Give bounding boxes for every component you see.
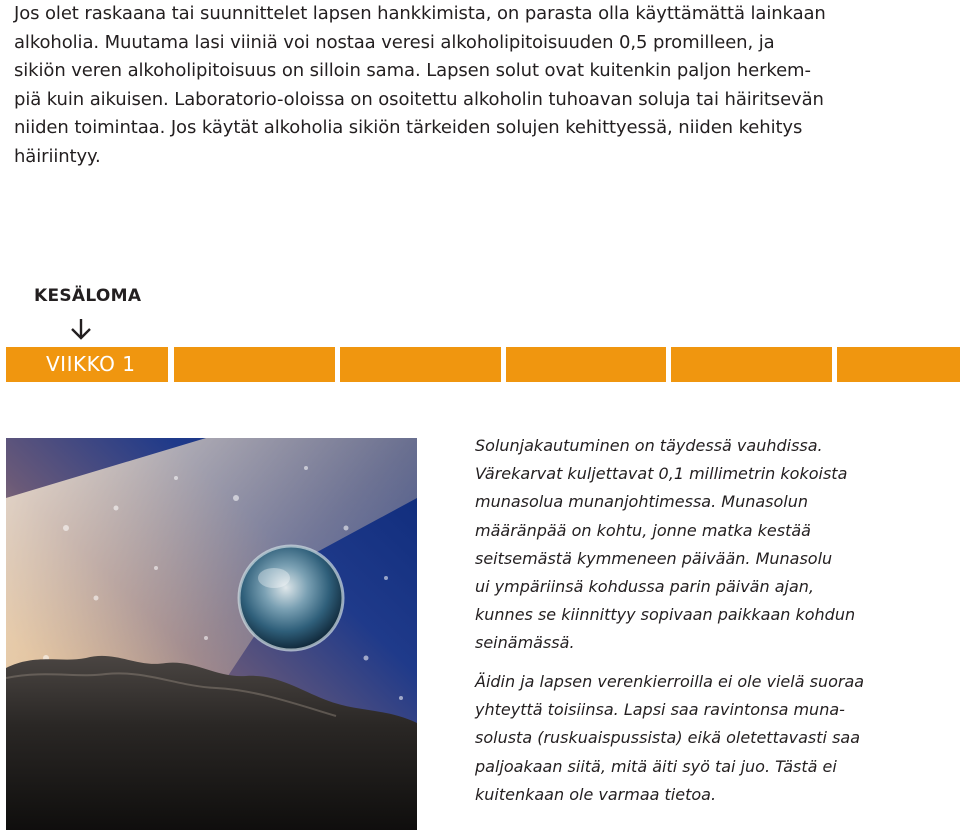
week-label: VIIKKO 1 (46, 352, 136, 376)
text-line: Äidin ja lapsen verenkierroilla ei ole vielä suoraa (475, 672, 865, 691)
arrow-down-icon (68, 316, 94, 342)
text-line: Värekarvat kuljettavat 0,1 millimetrin kokoista (475, 464, 848, 484)
intro-line: häiriintyy. (14, 145, 101, 167)
text-line: ui ympäriinsä kohdussa parin päivän ajan, (475, 577, 814, 597)
intro-line: niiden toimintaa. Jos käytät alkoholia sikiön tärkeiden solujen kehittyessä, niiden kehitys (14, 117, 803, 138)
description-paragraph-1 (475, 432, 955, 658)
week-timeline (6, 347, 960, 382)
intro-line: sikiön veren alkoholipitoisuus on silloin sama. Lapsen solut ovat kuitenkin paljon herkem- (14, 60, 811, 81)
timeline-segment (671, 347, 832, 382)
text-line: munasolua munanjohtimessa. Munasolun (475, 492, 808, 512)
text-line: paljoakaan siitä, mitä äiti syö tai juo. Tästä ei (475, 756, 837, 776)
text-line: yhteyttä toisiinsa. Lapsi saa ravintonsa muna- (475, 700, 845, 720)
timeline-segment (506, 347, 666, 382)
timeline-segment (340, 347, 501, 382)
text-line: kuitenkaan ole varmaa tietoa. (475, 784, 717, 804)
text-line: Solunjakautuminen on täydessä vauhdissa. (475, 436, 823, 455)
intro-line: Jos olet raskaana tai suunnittelet lapsen hankkimista, on parasta olla käyttämättä lainkaan (14, 3, 826, 24)
text-line: seinämässä. (475, 633, 575, 653)
text-line: kunnes se kiinnittyy sopivaan paikkaan kohdun (475, 605, 856, 625)
section-heading: KESÄLOMA (34, 286, 142, 306)
timeline-segment (174, 347, 335, 382)
intro-line: piä kuin aikuisen. Laboratorio-oloissa on osoitettu alkoholin tuhoavan soluja tai häiritsevän (14, 88, 824, 110)
timeline-segment (837, 347, 960, 382)
intro-line: alkoholia. Muutama lasi viiniä voi nostaa veresi alkoholipitoisuuden 0,5 promilleen, ja (14, 31, 775, 53)
description-paragraph-2 (475, 668, 955, 809)
timeline-segment-week-1 (6, 347, 168, 382)
text-line: solusta (ruskuaispussista) eikä oletettavasti saa (475, 728, 861, 748)
embryo-photo-image (6, 438, 417, 830)
text-line: määränpää on kohtu, jonne matka kestää (475, 520, 811, 540)
text-line: seitsemästä kymmeneen päivään. Munasolu (475, 548, 833, 568)
embryo-photo (6, 438, 417, 830)
intro-paragraph (14, 0, 944, 171)
